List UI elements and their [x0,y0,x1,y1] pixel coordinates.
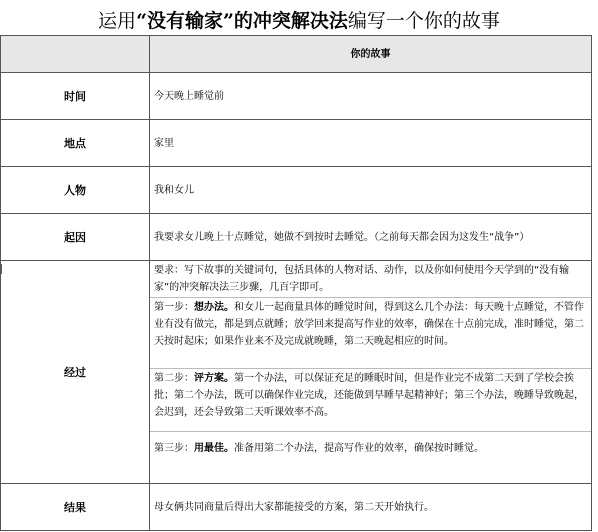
table-row [1,120,592,167]
table-row [1,167,592,214]
step-1-text: 和女儿一起商量具体的睡觉时间，得到这么几个办法：每天晚十点睡觉，不管作业有没有做完，都是到点就睡；放学回来提高写作业的效率，确保在十点前完成，准时睡觉，第二天按时起床；如果作业来不及完成就晚睡，第二天晚起相应的时间。 [154,302,584,347]
step-2-text: 第一个办法，可以保证充足的睡眠时间，但是作业完不成第二天到了学校会挨批；第二个办法，既可以确保作业完成，还能做到早睡早起精神好；第三个办法，晚睡导致晚起，会迟到，还会导致第二天听课效率不高。 [154,373,584,418]
story-table [0,35,592,531]
row-label-place: 地点 [1,120,150,167]
step-2-prefix: 第二步： [154,373,194,384]
page-title [0,6,598,36]
table-header-row [1,36,592,73]
row-value-time[interactable]: 今天晚上睡觉前 [150,73,592,120]
table-row [1,73,592,120]
row-value-process [150,261,592,484]
process-step-2[interactable] [150,369,591,432]
row-label-cause: 起因 [1,214,150,261]
row-value-cause[interactable]: 我要求女儿晚上十点睡觉，她做不到按时去睡觉。（之前每天都会因为这发生“战争”） [150,214,592,261]
title-prefix: 运用 [98,10,137,32]
table-row [1,261,592,484]
table-row [1,484,592,531]
header-empty-cell [1,36,150,73]
step-3-text: 准备用第二个办法，提高写作业的效率，确保按时睡觉。 [234,443,484,454]
process-requirement[interactable]: 要求：写下故事的关键词句，包括具体的人物对话、动作，以及你如何使用今天学到的“没有输家”的冲突解决法三步骤，几百字即可。 [150,261,591,298]
row-label-process: 经过 [1,261,150,484]
step-3-title: 用最佳。 [194,443,234,454]
step-1-title: 想办法。 [194,302,234,313]
header-title: 你的故事 [150,36,592,73]
row-label-people: 人物 [1,167,150,214]
row-label-time: 时间 [1,73,150,120]
process-step-1[interactable] [150,298,591,369]
row-value-people[interactable]: 我和女儿 [150,167,592,214]
row-label-result: 结果 [1,484,150,531]
row-value-place[interactable]: 家里 [150,120,592,167]
row-value-result[interactable]: 母女俩共同商量后得出大家都能接受的方案，第二天开始执行。 [150,484,592,531]
step-2-title: 评方案。 [194,373,234,384]
process-step-3[interactable] [150,432,591,481]
step-3-prefix: 第三步： [154,443,194,454]
title-suffix: 编写一个你的故事 [347,10,500,32]
table-row [1,214,592,261]
title-bold: “没有输家”的冲突解决法 [136,10,348,32]
step-1-prefix: 第一步： [154,302,194,313]
